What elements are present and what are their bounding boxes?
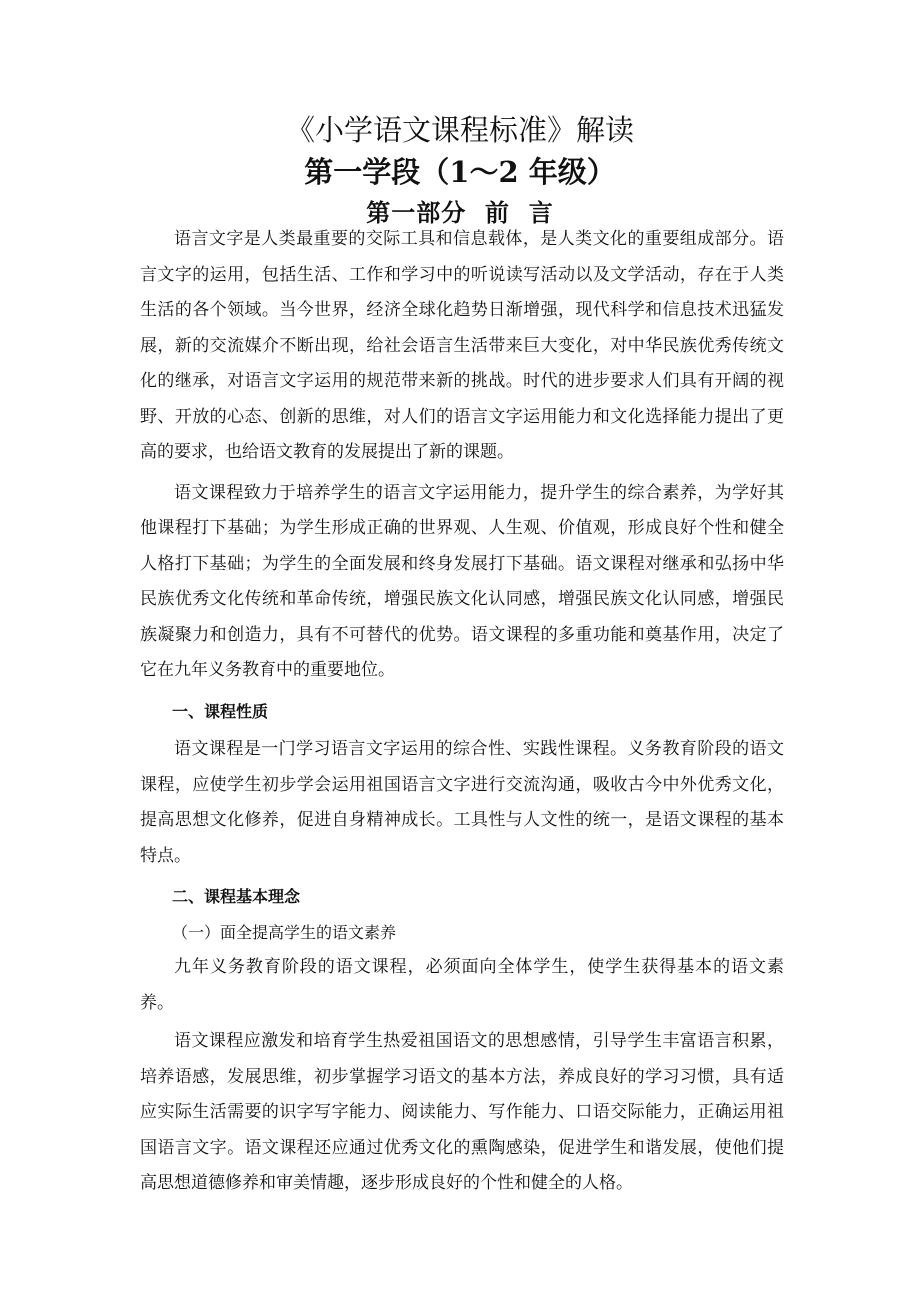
paragraph-course-goals: 语文课程致力于培养学生的语言文字运用能力，提升学生的综合素养，为学好其他课程打下基础；为学生形成正确的世界观、人生观、价值观，形成良好个性和健全人格打下基础；为学生的全面发展和终身发展打下基础。语文课程对继承和弘扬中华民族优秀文化传统和革命传统，增强民族文化认同感，增强民族文化认同感，增强民族凝聚力和创造力，具有不可替代的优势。语文课程的多重功能和奠基作用，决定了它在九年义务教育中的重要地位。 (140, 482, 784, 680)
paragraph-all-students: 九年义务教育阶段的语文课程，必须面向全体学生，使学生获得基本的语文素养。 (140, 957, 784, 1013)
section-heading-principles: 二、课程基本理念 (172, 887, 301, 906)
document-title: 《小学语文课程标准》解读 (285, 113, 634, 147)
paragraph-nature: 语文课程是一门学习语言文字运用的综合性、实践性课程。义务教育阶段的语文课程，应使学生初步学会运用祖国语言文字进行交流沟通，吸收古今中外优秀文化，提高思想文化修养，促进自身精神成长。工具性与人文性的统一，是语文课程的基本特点。 (140, 739, 784, 866)
paragraph-intro: 语言文字是人类最重要的交际工具和信息载体，是人类文化的重要组成部分。语言文字的运用，包括生活、工作和学习中的听说读写活动以及文学活动，存在于人类生活的各个领域。当今世界，经济全球化趋势日渐增强，现代科学和信息技术迅猛发展，新的交流媒介不断出现，给社会语言生活带来巨大变化，对中华民族优秀传统文化的继承，对语言文字运用的规范带来新的挑战。时代的进步要求人们具有开阔的视野、开放的心态、创新的思维，对人们的语言文字运用能力和文化选择能力提出了更高的要求，也给语文教育的发展提出了新的课题。 (140, 229, 784, 462)
document-body (140, 222, 784, 1202)
subsection-heading-literacy: （一）面全提高学生的语文素养 (172, 922, 397, 942)
title-block (140, 110, 780, 230)
paragraph-literacy-details: 语文课程应激发和培育学生热爱祖国语文的思想感情，引导学生丰富语言积累，培养语感，发展思维，初步掌握学习语文的基本方法，养成良好的学习习惯，具有适应实际生活需要的识字写字能力、阅读能力、写作能力、口语交际能力，正确运用祖国语言文字。语文课程还应通过优秀文化的熏陶感染，促进学生和谐发展，使他们提高思想道德修养和审美情趣，逐步形成良好的个性和健全的人格。 (140, 1031, 784, 1193)
section-heading-nature: 一、课程性质 (172, 701, 269, 721)
part-title: 第一部分 前 言 (366, 198, 554, 227)
document-subtitle: 第一学段（1～2 年级） (304, 155, 616, 189)
